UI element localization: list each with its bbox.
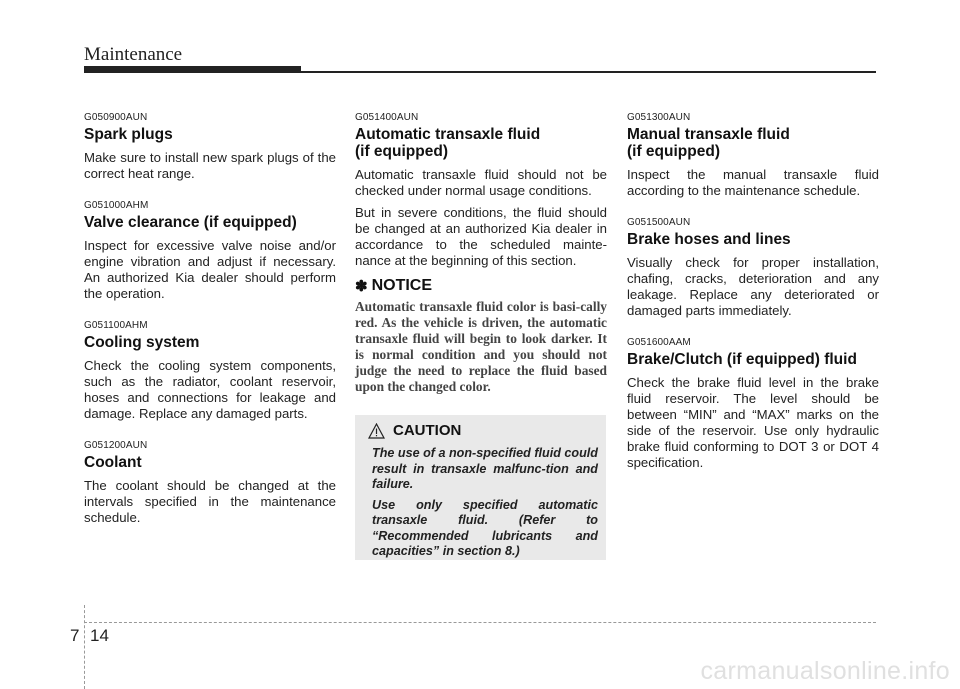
section-spark-plugs	[84, 112, 336, 182]
section-body: Check the cooling system components, such as the radiator, coolant reservoir, hoses and connections for leakage and damage. Replace any damaged parts.	[84, 358, 336, 421]
caution-paragraph: Use only specified automatic transaxle fluid. (Refer to “Recommended lubricants and capacities” in section 8.)	[372, 497, 598, 558]
section-code: G051100AHM	[84, 320, 148, 331]
caution-label: CAUTION	[393, 422, 462, 439]
section-heading: Cooling system	[84, 334, 200, 351]
heading-line-2: (if equipped)	[355, 143, 448, 160]
section-code: G051400AUN	[355, 112, 419, 123]
header-rule-thick	[84, 66, 301, 73]
section-body: Make sure to install new spark plugs of the correct heat range.	[84, 150, 336, 181]
caution-header	[368, 422, 461, 439]
section-manual-transaxle	[627, 112, 879, 199]
warning-triangle-icon	[368, 423, 385, 439]
section-code: G051300AUN	[627, 112, 691, 123]
section-body: The coolant should be changed at the intervals specified in the maintenance schedule.	[84, 478, 336, 525]
section-heading	[627, 126, 879, 160]
watermark: carmanualsonline.info	[700, 657, 950, 685]
section-body: But in severe conditions, the fluid should be changed at an authorized Kia dealer in accordance to the scheduled mainte-nance at the beginning of this section.	[355, 205, 607, 268]
section-code: G051200AUN	[84, 440, 148, 451]
header-rule-thin	[301, 71, 876, 73]
notice-title	[355, 277, 607, 295]
section-brake-fluid	[627, 337, 879, 471]
section-code: G051000AHM	[84, 200, 149, 211]
section-valve-clearance	[84, 200, 336, 302]
section-code: G051600AAM	[627, 337, 691, 348]
section-body: Visually check for proper installation, chafing, cracks, deterioration and any leakage. Replace any deteriorated or damaged parts immediately.	[627, 255, 879, 318]
section-coolant	[84, 440, 336, 526]
section-body: Inspect for excessive valve noise and/or engine vibration and adjust if necessary. An authorized Kia dealer should perform the operation.	[84, 238, 336, 301]
heading-line-2: (if equipped)	[627, 143, 720, 160]
section-code: G051500AUN	[627, 217, 691, 228]
section-heading	[355, 126, 607, 160]
section-code: G050900AUN	[84, 112, 148, 123]
page-number: 14	[90, 626, 109, 645]
page-title: Maintenance	[84, 44, 183, 65]
footer-rule	[84, 622, 876, 623]
footer-divider	[84, 605, 85, 689]
section-body: Check the brake fluid level in the brake fluid reservoir. The level should be between “MIN” and “MAX” marks on the side of the reservoir. Use only hydraulic brake fluid conforming to DOT 3 or DOT 4 specification.	[627, 375, 879, 470]
column-2	[355, 112, 607, 395]
section-body: Inspect the manual transaxle fluid according to the maintenance schedule.	[627, 167, 879, 198]
caution-paragraph: The use of a non-specified fluid could result in transaxle malfunc-tion and failure.	[372, 446, 598, 491]
heading-line-1: Automatic transaxle fluid	[355, 126, 541, 143]
section-heading: Valve clearance (if equipped)	[84, 214, 297, 231]
section-heading: Spark plugs	[84, 126, 173, 143]
section-heading: Coolant	[84, 454, 142, 471]
caution-box	[355, 415, 606, 560]
notice-label: NOTICE	[371, 277, 433, 294]
column-1	[84, 112, 336, 544]
section-cooling-system	[84, 320, 336, 422]
section-brake-hoses	[627, 217, 879, 319]
asterisk-icon: ✽	[355, 278, 368, 295]
caution-text	[372, 446, 598, 565]
section-body: Automatic transaxle fluid should not be checked under normal usage conditions.	[355, 167, 607, 198]
column-3	[627, 112, 879, 489]
notice-text: Automatic transaxle fluid color is basi-cally red. As the vehicle is driven, the automatic transaxle fluid will begin to look darker. It is normal condition and you should not judge the need to replace the fluid based upon the changed color.	[355, 299, 607, 394]
section-heading: Brake/Clutch (if equipped) fluid	[627, 351, 857, 368]
chapter-number: 7	[70, 626, 80, 645]
section-heading: Brake hoses and lines	[627, 231, 791, 248]
heading-line-1: Manual transaxle fluid	[627, 126, 790, 143]
